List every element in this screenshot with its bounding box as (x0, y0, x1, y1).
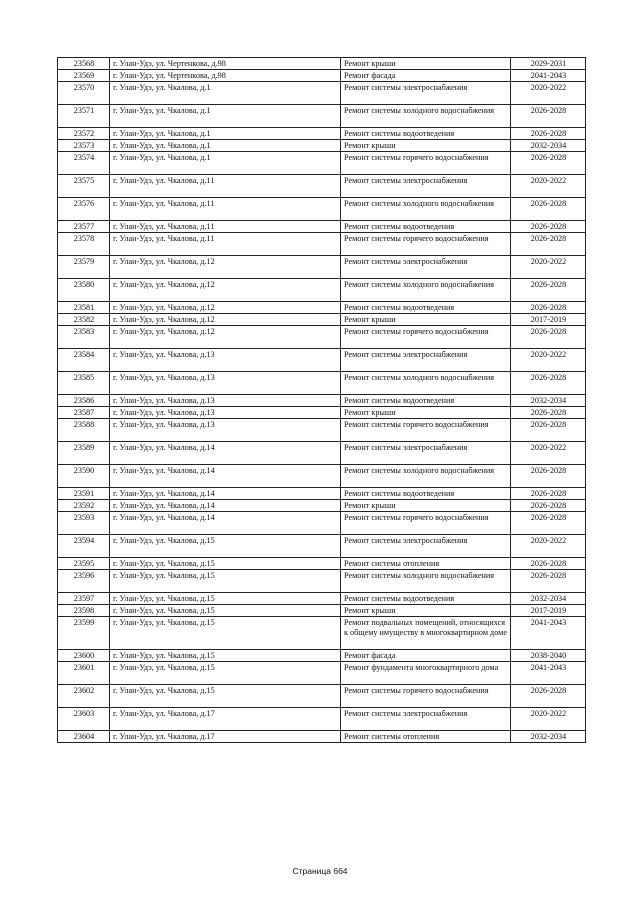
row-address: г. Улан-Удэ, ул. Чкалова, д.13 (110, 407, 341, 419)
table-row (58, 535, 586, 558)
row-period: 2020-2022 (511, 175, 586, 198)
row-period: 2020-2022 (511, 535, 586, 558)
row-number: 23587 (58, 407, 110, 419)
table-row (58, 617, 586, 650)
table-row (58, 256, 586, 279)
row-period: 2017-2019 (511, 605, 586, 617)
table-row (58, 105, 586, 128)
row-work-type: Ремонт системы холодного водоснабжения (341, 372, 511, 395)
table-row (58, 731, 586, 743)
row-address: г. Улан-Удэ, ул. Чкалова, д.14 (110, 465, 341, 488)
row-period: 2041-2043 (511, 70, 586, 82)
row-address: г. Улан-Удэ, ул. Чертенкова, д.98 (110, 70, 341, 82)
row-number: 23599 (58, 617, 110, 650)
row-work-type: Ремонт системы водоотведения (341, 395, 511, 407)
table-row (58, 570, 586, 593)
row-number: 23585 (58, 372, 110, 395)
row-address: г. Улан-Удэ, ул. Чкалова, д.17 (110, 708, 341, 731)
row-number: 23594 (58, 535, 110, 558)
row-period: 2026-2028 (511, 302, 586, 314)
row-period: 2026-2028 (511, 233, 586, 256)
row-address: г. Улан-Удэ, ул. Чкалова, д.12 (110, 279, 341, 302)
row-period: 2026-2028 (511, 419, 586, 442)
row-period: 2029-2031 (511, 58, 586, 70)
row-work-type: Ремонт системы электроснабжения (341, 442, 511, 465)
row-work-type: Ремонт крыши (341, 605, 511, 617)
row-number: 23571 (58, 105, 110, 128)
table-row (58, 605, 586, 617)
row-work-type: Ремонт системы отопления (341, 731, 511, 743)
row-address: г. Улан-Удэ, ул. Чкалова, д.15 (110, 662, 341, 685)
row-work-type: Ремонт крыши (341, 314, 511, 326)
table-row (58, 314, 586, 326)
row-work-type: Ремонт системы холодного водоснабжения (341, 570, 511, 593)
row-address: г. Улан-Удэ, ул. Чкалова, д.15 (110, 605, 341, 617)
row-number: 23604 (58, 731, 110, 743)
row-address: г. Улан-Удэ, ул. Чкалова, д.12 (110, 326, 341, 349)
row-address: г. Улан-Удэ, ул. Чкалова, д.13 (110, 372, 341, 395)
row-work-type: Ремонт системы электроснабжения (341, 256, 511, 279)
row-period: 2026-2028 (511, 198, 586, 221)
row-work-type: Ремонт фасада (341, 650, 511, 662)
row-number: 23582 (58, 314, 110, 326)
row-period: 2026-2028 (511, 558, 586, 570)
row-period: 2026-2028 (511, 128, 586, 140)
row-number: 23568 (58, 58, 110, 70)
table-row (58, 488, 586, 500)
repair-schedule-table (57, 57, 586, 743)
row-period: 2026-2028 (511, 465, 586, 488)
row-work-type: Ремонт фундамента многоквартирного дома (341, 662, 511, 685)
row-period: 2026-2028 (511, 279, 586, 302)
table-row (58, 372, 586, 395)
row-number: 23591 (58, 488, 110, 500)
row-work-type: Ремонт системы водоотведения (341, 593, 511, 605)
page-number: Страница 664 (292, 866, 348, 876)
row-address: г. Улан-Удэ, ул. Чкалова, д.1 (110, 105, 341, 128)
row-period: 2041-2043 (511, 662, 586, 685)
row-address: г. Улан-Удэ, ул. Чкалова, д.15 (110, 593, 341, 605)
row-number: 23598 (58, 605, 110, 617)
table-row (58, 662, 586, 685)
row-work-type: Ремонт системы горячего водоснабжения (341, 512, 511, 535)
row-address: г. Улан-Удэ, ул. Чкалова, д.11 (110, 198, 341, 221)
row-address: г. Улан-Удэ, ул. Чкалова, д.15 (110, 617, 341, 650)
row-address: г. Улан-Удэ, ул. Чкалова, д.15 (110, 685, 341, 708)
row-work-type: Ремонт системы электроснабжения (341, 82, 511, 105)
row-number: 23570 (58, 82, 110, 105)
row-address: г. Улан-Удэ, ул. Чкалова, д.12 (110, 256, 341, 279)
row-number: 23590 (58, 465, 110, 488)
row-work-type: Ремонт крыши (341, 140, 511, 152)
table-row (58, 465, 586, 488)
table-row (58, 70, 586, 82)
row-period: 2032-2034 (511, 731, 586, 743)
row-period: 2020-2022 (511, 442, 586, 465)
table-body (58, 58, 586, 743)
row-period: 2038-2040 (511, 650, 586, 662)
row-number: 23578 (58, 233, 110, 256)
row-number: 23603 (58, 708, 110, 731)
row-work-type: Ремонт крыши (341, 407, 511, 419)
row-work-type: Ремонт крыши (341, 58, 511, 70)
row-period: 2020-2022 (511, 82, 586, 105)
table-row (58, 302, 586, 314)
row-number: 23583 (58, 326, 110, 349)
table-row (58, 395, 586, 407)
table-row (58, 279, 586, 302)
row-period: 2032-2034 (511, 395, 586, 407)
row-work-type: Ремонт фасада (341, 70, 511, 82)
table-row (58, 650, 586, 662)
row-address: г. Улан-Удэ, ул. Чкалова, д.14 (110, 500, 341, 512)
row-period: 2020-2022 (511, 256, 586, 279)
row-period: 2020-2022 (511, 708, 586, 731)
row-period: 2026-2028 (511, 105, 586, 128)
table-row (58, 221, 586, 233)
row-number: 23597 (58, 593, 110, 605)
row-address: г. Улан-Удэ, ул. Чкалова, д.17 (110, 731, 341, 743)
row-period: 2020-2022 (511, 349, 586, 372)
row-address: г. Улан-Удэ, ул. Чкалова, д.14 (110, 442, 341, 465)
row-period: 2026-2028 (511, 570, 586, 593)
row-work-type: Ремонт системы холодного водоснабжения (341, 465, 511, 488)
row-period: 2026-2028 (511, 500, 586, 512)
row-address: г. Улан-Удэ, ул. Чкалова, д.15 (110, 558, 341, 570)
table-row (58, 58, 586, 70)
row-address: г. Улан-Удэ, ул. Чкалова, д.15 (110, 570, 341, 593)
table-row (58, 82, 586, 105)
row-work-type: Ремонт системы горячего водоснабжения (341, 419, 511, 442)
row-period: 2032-2034 (511, 140, 586, 152)
row-address: г. Улан-Удэ, ул. Чкалова, д.14 (110, 512, 341, 535)
row-work-type: Ремонт системы электроснабжения (341, 175, 511, 198)
row-address: г. Улан-Удэ, ул. Чкалова, д.1 (110, 128, 341, 140)
row-work-type: Ремонт подвальных помещений, относящихся к общему имуществу в многоквартирном доме (341, 617, 511, 650)
row-address: г. Улан-Удэ, ул. Чкалова, д.1 (110, 82, 341, 105)
row-work-type: Ремонт системы горячего водоснабжения (341, 233, 511, 256)
row-number: 23575 (58, 175, 110, 198)
row-address: г. Улан-Удэ, ул. Чкалова, д.1 (110, 152, 341, 175)
table-row (58, 349, 586, 372)
row-period: 2026-2028 (511, 488, 586, 500)
row-address: г. Улан-Удэ, ул. Чкалова, д.13 (110, 395, 341, 407)
row-number: 23572 (58, 128, 110, 140)
row-period: 2026-2028 (511, 685, 586, 708)
row-work-type: Ремонт системы отопления (341, 558, 511, 570)
row-address: г. Улан-Удэ, ул. Чкалова, д.11 (110, 221, 341, 233)
table-row (58, 442, 586, 465)
table-row (58, 685, 586, 708)
row-work-type: Ремонт системы холодного водоснабжения (341, 105, 511, 128)
row-address: г. Улан-Удэ, ул. Чкалова, д.15 (110, 535, 341, 558)
row-period: 2026-2028 (511, 326, 586, 349)
row-work-type: Ремонт системы водоотведения (341, 221, 511, 233)
row-address: г. Улан-Удэ, ул. Чкалова, д.1 (110, 140, 341, 152)
row-number: 23576 (58, 198, 110, 221)
row-work-type: Ремонт системы холодного водоснабжения (341, 198, 511, 221)
row-number: 23592 (58, 500, 110, 512)
row-work-type: Ремонт крыши (341, 500, 511, 512)
table-row (58, 175, 586, 198)
row-number: 23601 (58, 662, 110, 685)
row-number: 23579 (58, 256, 110, 279)
table-row (58, 128, 586, 140)
row-number: 23595 (58, 558, 110, 570)
table-row (58, 558, 586, 570)
table-row (58, 233, 586, 256)
row-number: 23581 (58, 302, 110, 314)
row-address: г. Улан-Удэ, ул. Чкалова, д.15 (110, 650, 341, 662)
row-work-type: Ремонт системы водоотведения (341, 128, 511, 140)
row-number: 23569 (58, 70, 110, 82)
table-row (58, 407, 586, 419)
row-period: 2026-2028 (511, 372, 586, 395)
row-number: 23584 (58, 349, 110, 372)
row-number: 23586 (58, 395, 110, 407)
row-number: 23574 (58, 152, 110, 175)
row-period: 2026-2028 (511, 407, 586, 419)
table-row (58, 512, 586, 535)
row-period: 2017-2019 (511, 314, 586, 326)
row-period: 2041-2043 (511, 617, 586, 650)
row-number: 23593 (58, 512, 110, 535)
row-work-type: Ремонт системы электроснабжения (341, 708, 511, 731)
table-row (58, 593, 586, 605)
row-number: 23573 (58, 140, 110, 152)
table-row (58, 326, 586, 349)
row-address: г. Улан-Удэ, ул. Чертенкова, д.98 (110, 58, 341, 70)
row-number: 23589 (58, 442, 110, 465)
row-work-type: Ремонт системы горячего водоснабжения (341, 152, 511, 175)
row-work-type: Ремонт системы электроснабжения (341, 349, 511, 372)
table-row (58, 419, 586, 442)
table-row (58, 198, 586, 221)
row-work-type: Ремонт системы водоотведения (341, 302, 511, 314)
table-row (58, 500, 586, 512)
row-address: г. Улан-Удэ, ул. Чкалова, д.13 (110, 419, 341, 442)
row-work-type: Ремонт системы водоотведения (341, 488, 511, 500)
table-row (58, 140, 586, 152)
row-address: г. Улан-Удэ, ул. Чкалова, д.13 (110, 349, 341, 372)
table-row (58, 152, 586, 175)
row-number: 23577 (58, 221, 110, 233)
row-address: г. Улан-Удэ, ул. Чкалова, д.12 (110, 314, 341, 326)
row-work-type: Ремонт системы горячего водоснабжения (341, 685, 511, 708)
row-number: 23580 (58, 279, 110, 302)
row-work-type: Ремонт системы электроснабжения (341, 535, 511, 558)
row-number: 23602 (58, 685, 110, 708)
row-number: 23596 (58, 570, 110, 593)
row-work-type: Ремонт системы холодного водоснабжения (341, 279, 511, 302)
row-address: г. Улан-Удэ, ул. Чкалова, д.11 (110, 175, 341, 198)
row-period: 2026-2028 (511, 512, 586, 535)
row-period: 2026-2028 (511, 152, 586, 175)
row-address: г. Улан-Удэ, ул. Чкалова, д.11 (110, 233, 341, 256)
row-work-type: Ремонт системы горячего водоснабжения (341, 326, 511, 349)
row-period: 2032-2034 (511, 593, 586, 605)
row-address: г. Улан-Удэ, ул. Чкалова, д.12 (110, 302, 341, 314)
row-number: 23600 (58, 650, 110, 662)
row-period: 2026-2028 (511, 221, 586, 233)
row-address: г. Улан-Удэ, ул. Чкалова, д.14 (110, 488, 341, 500)
row-number: 23588 (58, 419, 110, 442)
table-row (58, 708, 586, 731)
